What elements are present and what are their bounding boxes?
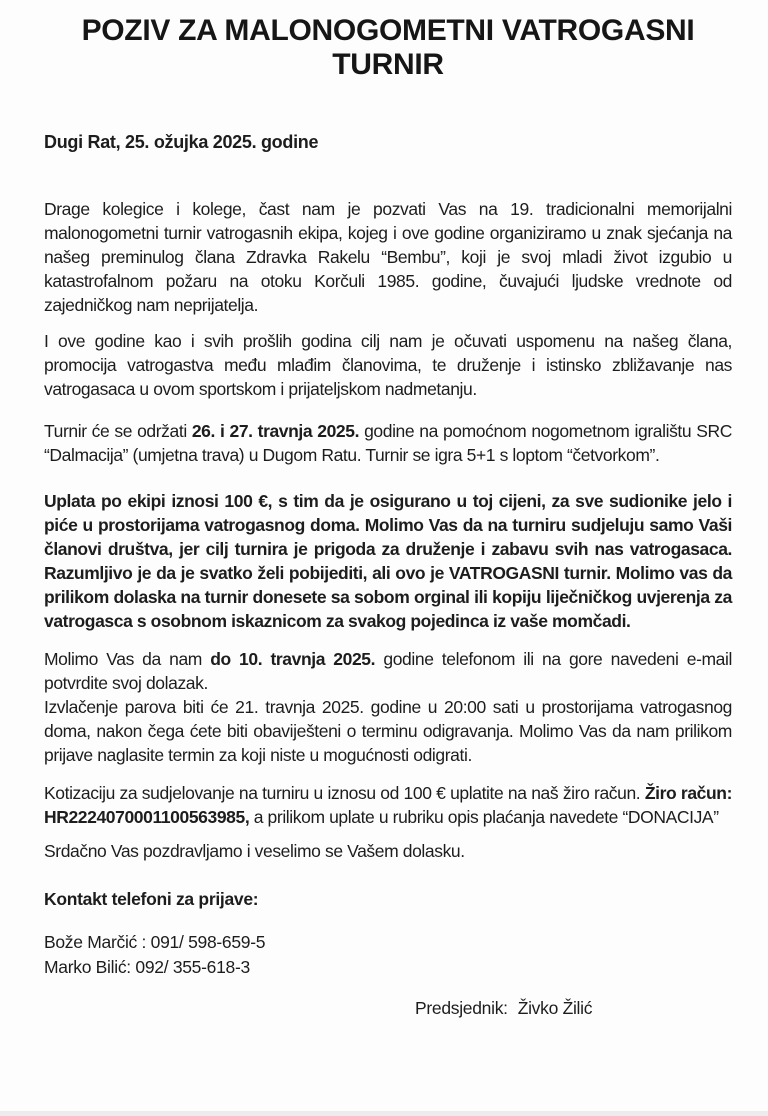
schedule-text-post: godine na pomoćnom nogometnom igralištu SRC “Dalmacija” (umjetna trava) u Dugom Ratu. Turnir se igra 5+1 s loptom “četvorkom”. [44, 421, 732, 465]
bank-account-bold: Žiro račun: HR2224070001100563985, [44, 783, 732, 827]
contact-phone-2: Marko Bilić: 092/ 355-618-3 [44, 957, 250, 977]
signature-name: Živko Žilić [517, 998, 593, 1018]
mission-paragraph: I ove godine kao i svih prošlih godina cilj nam je očuvati uspomenu na našeg člana, promocija vatrogastva među mlađim članovima, te druženje i istinsko zbližavanje nas vatrogasaca u ovom sportskom i prijateljskom nadmetanju. [44, 331, 732, 399]
salutation-paragraph: Drage kolegice i kolege, čast nam je pozvati Vas na 19. tradicionalni memorijalni malonogometni turnir vatrogasnih ekipa, kojeg i ove godine organiziramo u znak sjećanja na našeg preminulog člana Zdravka Rakelu “Bembu”, koji je svoj mladi život izgubio u katastrofalnom požaru na otoku Korčuli 1985. godine, čuvajući ljudske vrednote od zajedničkog nam neprijatelja. [44, 199, 732, 315]
payment-text-pre: Kotizaciju za sudjelovanje na turniru u iznosu od 100 € uplatite na naš žiro račun. [44, 783, 645, 803]
schedule-paragraph [44, 419, 732, 467]
draw-paragraph: Izvlačenje parova biti će 21. travnja 2025. godine u 20:00 sati u prostorijama vatrogasnog doma, nakon čega ćete biti obaviješteni o terminu odigravanja. Molimo Vas da nam prilikom prijave naglasite termin za koji niste u mogućnosti odigrati. [44, 697, 732, 765]
schedule-text-pre: Turnir će se održati [44, 421, 192, 441]
page-title [44, 14, 732, 82]
confirmation-text-post: godine telefonom ili na gore navedeni e-mail potvrdite svoj dolazak. [44, 649, 732, 693]
contact-phone-list [44, 930, 732, 980]
payment-paragraph [44, 781, 732, 829]
payment-text-post: a prilikom uplate u rubriku opis plaćanja navedete “DONACIJA” [249, 807, 719, 827]
signature-role: Predsjednik: [415, 998, 508, 1018]
confirmation-deadline-bold: do 10. travnja 2025. [210, 649, 376, 669]
schedule-date-bold: 26. i 27. travnja 2025. [191, 421, 360, 441]
confirmation-paragraph [44, 647, 732, 695]
title-line-2: TURNIR [332, 48, 444, 81]
page-bottom-edge [0, 1111, 768, 1116]
title-line-1: POZIV ZA MALONOGOMETNI VATROGASNI [81, 14, 695, 47]
closing-paragraph: Srdačno Vas pozdravljamo i veselimo se Vašem dolasku. [44, 841, 465, 861]
signature-line [415, 996, 732, 1020]
contact-heading: Kontakt telefoni za prijave: [44, 889, 259, 909]
confirmation-text-pre: Molimo Vas da nam [44, 649, 211, 669]
fee-rules-paragraph: Uplata po ekipi iznosi 100 €, s tim da je osigurano u toj cijeni, za sve sudionike jelo i piće u prostorijama vatrogasnog doma. Molimo Vas da na turniru sudjeluju samo Vaši članovi društva, jer cilj turnira je prigoda za druženje i zabavu svih nas vatrogasaca. Razumljivo je da je svatko želi pobijediti, ali ovo je VATROGASNI turnir. Molimo vas da prilikom dolaska na turnir donesete sa sobom orginal ili kopiju liječničkog uvjerenja za vatrogasca s osobnom iskaznicom za svakog pojedinca iz vaše momčadi. [44, 491, 732, 631]
dateline: Dugi Rat, 25. ožujka 2025. godine [44, 132, 319, 152]
contact-phone-1: Bože Marčić : 091/ 598-659-5 [44, 932, 266, 952]
